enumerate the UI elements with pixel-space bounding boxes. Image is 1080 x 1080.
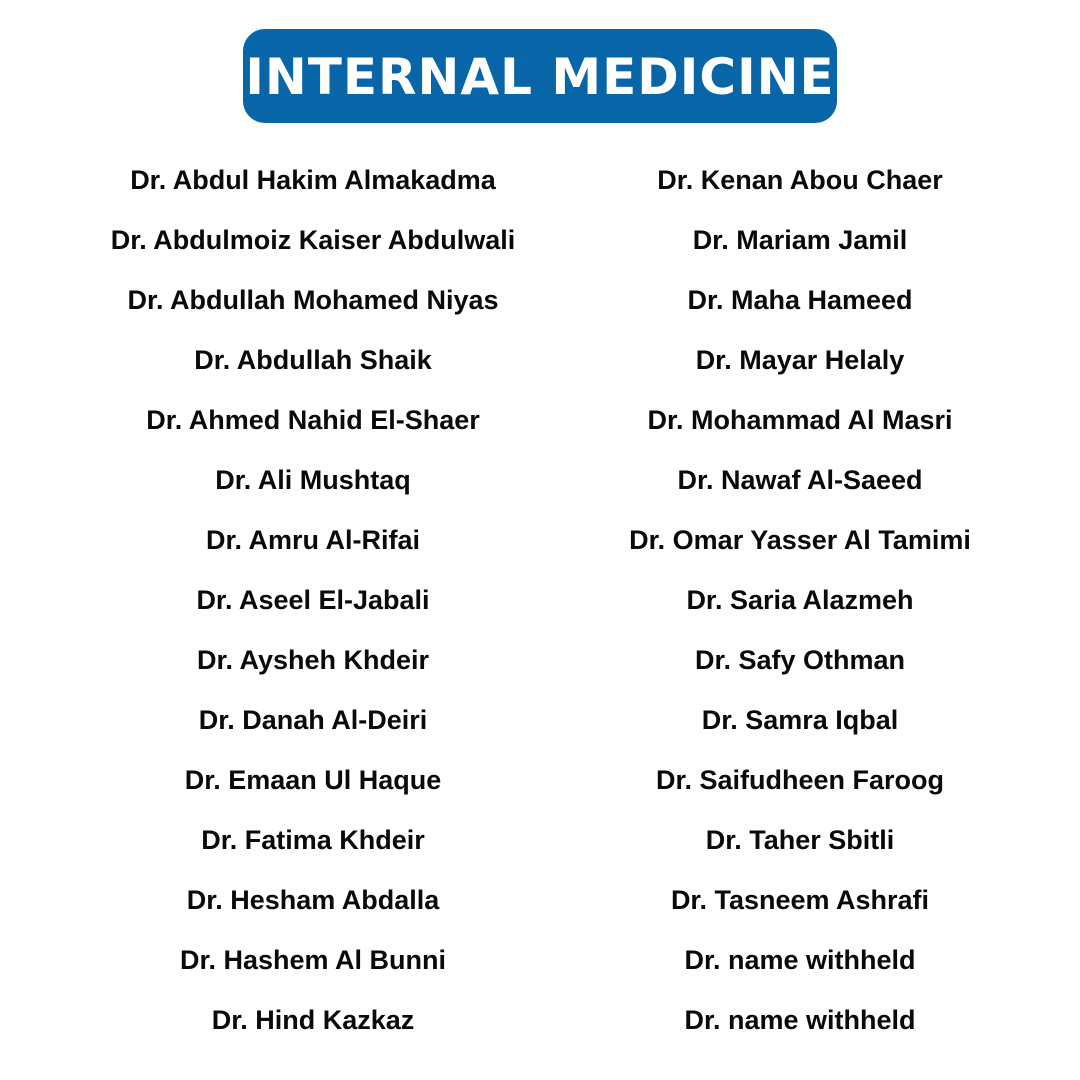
doctor-name: Dr. Kenan Abou Chaer <box>657 165 943 195</box>
doctor-name: Dr. Mariam Jamil <box>692 225 908 255</box>
doctor-name: Dr. Tasneem Ashrafi <box>670 885 930 915</box>
doctor-name: Dr. Mayar Helaly <box>695 345 905 375</box>
doctor-name: Dr. Saria Alazmeh <box>686 585 914 615</box>
doctor-name: Dr. Saifudheen Faroog <box>655 765 945 795</box>
page-title: INTERNAL MEDICINE <box>245 48 835 106</box>
doctor-name: Dr. Abdullah Shaik <box>194 345 432 375</box>
doctor-name: Dr. Omar Yasser Al Tamimi <box>629 525 971 555</box>
names-column-right <box>550 150 1050 1050</box>
doctor-name: Dr. Danah Al-Deiri <box>198 705 428 735</box>
doctor-name: Dr. Nawaf Al-Saeed <box>677 465 923 495</box>
doctor-name: Dr. Safy Othman <box>694 645 906 675</box>
doctor-name: Dr. Samra Iqbal <box>701 705 899 735</box>
doctor-name: Dr. Hashem Al Bunni <box>179 945 447 975</box>
doctor-name: Dr. Abdul Hakim Almakadma <box>130 165 496 195</box>
doctor-name: Dr. Ali Mushtaq <box>215 465 411 495</box>
doctor-name: Dr. Fatima Khdeir <box>201 825 425 855</box>
doctor-name: Dr. Aseel El-Jabali <box>196 585 430 615</box>
doctor-name: Dr. Hesham Abdalla <box>186 885 440 915</box>
doctor-name: Dr. Hind Kazkaz <box>211 1005 415 1035</box>
doctor-name: Dr. Amru Al-Rifai <box>205 525 421 555</box>
names-column-left <box>63 150 563 1050</box>
doctor-name: Dr. Abdullah Mohamed Niyas <box>127 285 499 315</box>
doctor-name: Dr. Maha Hameed <box>687 285 913 315</box>
doctor-name: Dr. name withheld <box>684 1005 916 1035</box>
doctor-name: Dr. Taher Sbitli <box>705 825 895 855</box>
header-banner <box>243 29 837 123</box>
doctor-name: Dr. Aysheh Khdeir <box>196 645 430 675</box>
doctor-name: Dr. Emaan Ul Haque <box>184 765 442 795</box>
doctor-name: Dr. Ahmed Nahid El-Shaer <box>146 405 480 435</box>
doctor-name: Dr. Mohammad Al Masri <box>647 405 953 435</box>
doctor-name: Dr. name withheld <box>684 945 916 975</box>
doctor-name: Dr. Abdulmoiz Kaiser Abdulwali <box>110 225 516 255</box>
